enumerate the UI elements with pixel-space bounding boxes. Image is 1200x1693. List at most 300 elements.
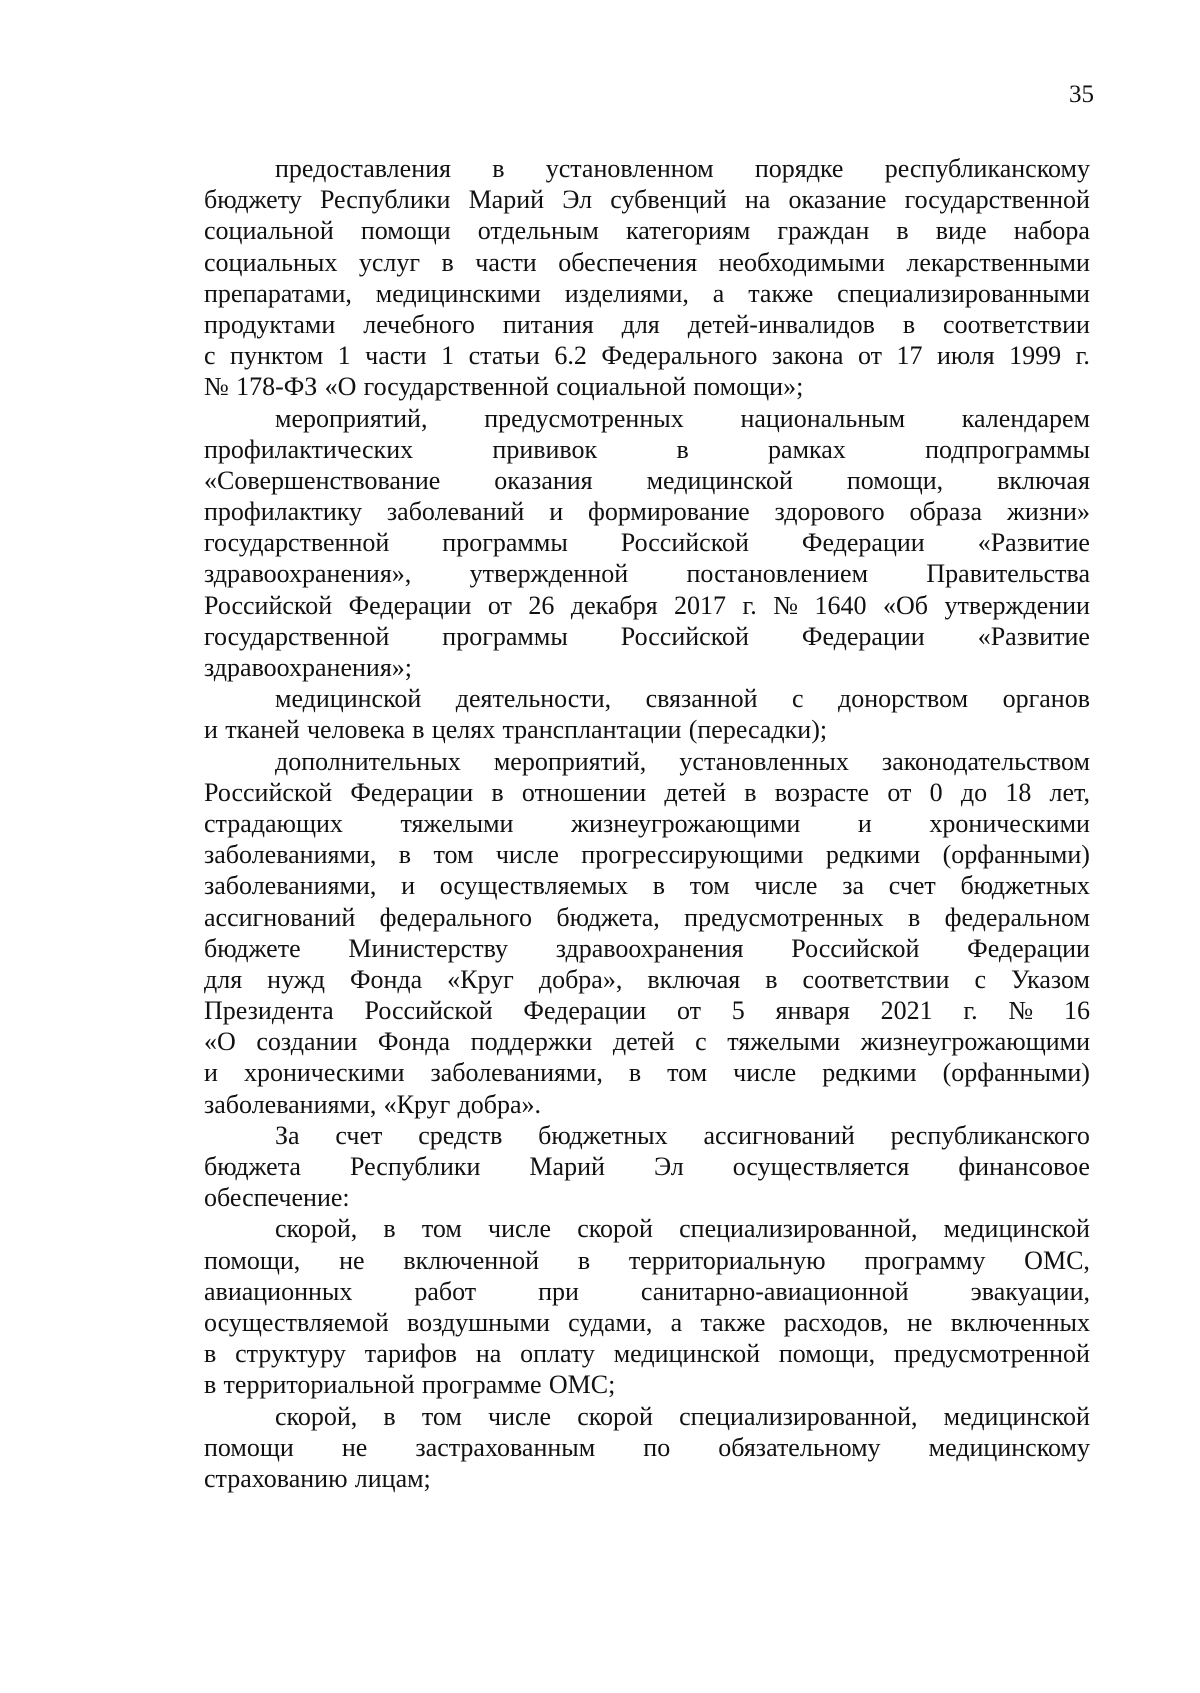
word: том — [433, 840, 474, 870]
word: помощи — [360, 216, 451, 246]
word: календарем — [961, 403, 1090, 433]
word: воздушными — [407, 1307, 550, 1337]
word: числе — [733, 1058, 797, 1088]
word: прогрессирующими — [581, 840, 804, 870]
word: дополнительных — [275, 746, 461, 776]
word: осуществляется — [732, 1152, 910, 1181]
word: утверждении — [944, 590, 1090, 620]
word: на — [744, 185, 771, 215]
word: оплату — [520, 1339, 595, 1369]
word: препаратами, — [204, 278, 352, 308]
page-number: 35 — [1069, 81, 1094, 108]
word: в — [204, 1370, 217, 1400]
word: набора — [1013, 216, 1090, 246]
word: территориальной — [223, 1370, 415, 1400]
word: установленных — [679, 746, 849, 776]
text-line — [204, 777, 1090, 808]
word: том — [421, 1401, 462, 1431]
word: профилактику — [204, 497, 363, 527]
word: здравоохранения», — [204, 559, 412, 589]
word: Марий — [529, 1152, 605, 1181]
word: не — [907, 1307, 933, 1337]
paragraph — [204, 746, 1090, 1120]
word: лекарственными — [906, 247, 1090, 277]
text-line — [204, 683, 1090, 714]
word: Правительства — [926, 559, 1090, 589]
word: числе — [488, 1401, 552, 1431]
word: включая — [647, 964, 741, 994]
word: республиканскому — [884, 154, 1090, 183]
word: (орфанными) — [942, 1058, 1090, 1088]
word: помощи — [204, 1432, 294, 1462]
word: заболеваниями, — [204, 871, 377, 901]
word: судами, — [568, 1307, 653, 1337]
word: в — [676, 434, 689, 464]
word: в — [908, 902, 921, 932]
text-line — [204, 714, 1090, 745]
word: г. — [963, 996, 978, 1026]
word: 1999 — [1009, 341, 1062, 371]
word: целях — [431, 715, 496, 745]
word: специализированной, — [679, 1214, 918, 1244]
text-line — [204, 1432, 1090, 1463]
word: субвенций — [610, 185, 727, 215]
word: от — [487, 590, 512, 620]
word: деятельности, — [455, 684, 612, 714]
text-line — [204, 1369, 1090, 1400]
word: с — [695, 1027, 707, 1057]
word: обеспечения — [558, 247, 698, 277]
word: 17 — [896, 341, 923, 371]
paragraph — [204, 1120, 1090, 1214]
word: скорой, — [275, 1214, 358, 1244]
text-line — [204, 964, 1090, 995]
word: заболеваниями, — [204, 1089, 377, 1119]
word: детей — [612, 1027, 675, 1057]
word: для — [204, 964, 243, 994]
word: тяжелыми — [727, 1027, 841, 1057]
word: Российской — [204, 777, 333, 807]
word: страдающих — [204, 808, 343, 838]
word: 178-ФЗ — [236, 372, 318, 402]
word: социальной — [556, 372, 686, 402]
word: специализированными — [837, 278, 1090, 308]
word: государственной — [204, 528, 390, 558]
word: (пересадки); — [688, 715, 828, 745]
text-line — [204, 902, 1090, 933]
word: 1 — [337, 341, 351, 371]
word: программу — [864, 1245, 986, 1275]
word: № — [1008, 996, 1034, 1026]
word: в — [902, 309, 916, 339]
word: числе — [495, 840, 559, 870]
word: «О — [204, 1027, 236, 1057]
word: ассигнований — [204, 902, 356, 932]
word: Фонда — [377, 1027, 451, 1057]
text-line — [204, 995, 1090, 1026]
word: Фонда — [349, 964, 423, 994]
text-line — [204, 247, 1090, 278]
word: санитарно-авиационной — [640, 1276, 909, 1306]
text-line — [204, 590, 1090, 621]
word: образа — [909, 497, 983, 527]
text-line — [204, 1213, 1090, 1244]
word: формирование — [587, 497, 750, 527]
word: не — [339, 1245, 365, 1275]
word: января — [775, 996, 850, 1026]
word: заболеваний — [386, 497, 525, 527]
word: включенных — [950, 1307, 1090, 1337]
word: жизнеугрожающими — [860, 1027, 1090, 1057]
text-line — [204, 558, 1090, 589]
word: жизнеугрожающими — [571, 808, 801, 838]
word: бюджетных — [960, 871, 1090, 901]
paragraph — [204, 1401, 1090, 1495]
text-line — [204, 1026, 1090, 1057]
word: 2021 — [880, 996, 933, 1026]
word: авиационных — [204, 1276, 353, 1306]
word: страхованию — [204, 1463, 348, 1493]
word: числе — [488, 1214, 552, 1244]
word: части — [475, 247, 537, 277]
word: № — [773, 590, 799, 620]
text-line — [204, 1463, 1090, 1494]
word: трансплантации — [502, 715, 682, 745]
word: в — [441, 247, 454, 277]
text-line — [204, 153, 1090, 184]
word: заболеваниями, — [204, 840, 377, 870]
word: прививок — [492, 434, 598, 464]
word: в — [765, 964, 778, 994]
word: Указом — [1011, 964, 1090, 994]
word: с — [204, 341, 216, 371]
word: застрахованным — [415, 1432, 596, 1462]
word: статьи — [468, 341, 540, 371]
word: медицинской — [275, 684, 422, 714]
text-line — [204, 746, 1090, 777]
word: создании — [256, 1027, 358, 1057]
word: жизни» — [1006, 497, 1090, 527]
text-line — [204, 870, 1090, 901]
word: счет — [335, 1120, 383, 1150]
word: Федерации — [967, 933, 1090, 963]
word: детей-инвалидов — [687, 309, 875, 339]
word: числе — [754, 871, 818, 901]
word: за — [842, 871, 864, 901]
word: органов — [1002, 684, 1090, 714]
text-line — [204, 1120, 1090, 1151]
word: лечебного — [363, 309, 475, 339]
word: расходов, — [783, 1307, 889, 1337]
text-line — [204, 371, 1090, 402]
word: ассигнований — [703, 1120, 855, 1150]
word: Федерации — [801, 528, 925, 558]
word: утвержденной — [469, 559, 629, 589]
word: а — [670, 1307, 683, 1337]
word: и — [401, 871, 415, 901]
word: части — [365, 341, 427, 371]
paragraph — [204, 153, 1090, 403]
word: помощи, — [778, 1339, 876, 1369]
word: лицам; — [354, 1463, 431, 1493]
word: Республики — [319, 185, 451, 215]
word: в — [577, 1245, 591, 1275]
text-line — [204, 434, 1090, 465]
word: человека — [306, 715, 406, 745]
word: и — [857, 808, 872, 838]
word: категориям — [625, 216, 751, 246]
word: тканей — [225, 715, 300, 745]
word: до — [960, 777, 988, 807]
word: Министерству — [348, 933, 508, 963]
text-line — [204, 1245, 1090, 1276]
text-line — [204, 808, 1090, 839]
word: детей — [664, 777, 726, 807]
word: медицинской — [943, 1214, 1090, 1244]
word: территориальную — [628, 1245, 826, 1275]
word: от — [676, 996, 701, 1026]
word: обязательному — [718, 1432, 881, 1462]
text-line — [204, 309, 1090, 340]
word: профилактических — [204, 434, 414, 464]
word: том — [421, 1214, 462, 1244]
word: питания — [502, 309, 594, 339]
word: осуществляемых — [439, 871, 628, 901]
text-line — [204, 465, 1090, 496]
text-line — [204, 933, 1090, 964]
word: Федерации — [801, 621, 925, 651]
text-line — [204, 496, 1090, 527]
text-line — [204, 839, 1090, 870]
word: редкими — [822, 1058, 917, 1088]
word: национальным — [740, 403, 906, 433]
word: в — [628, 1058, 642, 1088]
word: для — [621, 309, 660, 339]
word: декабря — [570, 590, 658, 620]
word: с — [974, 964, 986, 994]
word: отдельным — [477, 216, 599, 246]
word: лет, — [1049, 777, 1090, 807]
paragraph — [204, 683, 1090, 745]
word: скорой — [577, 1401, 653, 1431]
word: том — [689, 871, 730, 901]
word: также — [700, 1307, 766, 1337]
text-line — [204, 1182, 1090, 1213]
word: связанной — [645, 684, 758, 714]
word: социальных — [204, 247, 338, 277]
word: в — [383, 1401, 396, 1431]
word: финансовое — [958, 1152, 1090, 1181]
text-line — [204, 278, 1090, 309]
word: в — [896, 216, 909, 246]
word: поддержки — [470, 1027, 593, 1057]
word: а — [712, 278, 725, 308]
word: медицинской — [613, 1339, 761, 1369]
word: постановлением — [686, 559, 869, 589]
word: в — [204, 1339, 217, 1369]
word: на — [475, 1339, 502, 1369]
word: по — [643, 1432, 671, 1462]
word: 2017 — [674, 590, 727, 620]
word: г. — [1075, 341, 1090, 371]
word: рамках — [768, 434, 846, 464]
word: Российской — [364, 996, 493, 1026]
word: государственной — [363, 372, 549, 402]
word: порядке — [754, 154, 844, 183]
word: программе — [422, 1370, 542, 1400]
word: помощи»; — [693, 372, 804, 402]
word: средств — [418, 1120, 503, 1150]
word: 16 — [1063, 996, 1090, 1026]
word: пунктом — [230, 341, 324, 371]
word: редкими — [825, 840, 921, 870]
word: виде — [935, 216, 987, 246]
text-line — [204, 1057, 1090, 1088]
word: государственной — [904, 185, 1090, 215]
word: от — [887, 777, 912, 807]
word: медицинской — [943, 1401, 1090, 1431]
word: установленном — [545, 154, 714, 183]
word: бюджета, — [556, 902, 660, 932]
word: «Круг — [447, 964, 514, 994]
word: в — [383, 1214, 396, 1244]
word: добра». — [457, 1089, 542, 1119]
word: медицинскому — [928, 1432, 1090, 1462]
word: Федерации — [523, 996, 647, 1026]
word: тарифов — [364, 1339, 458, 1369]
word: государственной — [204, 621, 390, 651]
word: в — [398, 840, 412, 870]
word: счет — [888, 871, 936, 901]
word: 18 — [1005, 777, 1032, 807]
word: соответствии — [802, 964, 950, 994]
word: включенной — [403, 1245, 540, 1275]
word: медицинскими — [375, 278, 541, 308]
word: продуктами — [204, 309, 336, 339]
word: и — [549, 497, 564, 527]
word: Эл — [562, 185, 593, 215]
word: оказания — [494, 465, 593, 495]
word: эвакуации, — [970, 1276, 1090, 1306]
text-line — [204, 652, 1090, 683]
document-body — [204, 153, 1090, 1494]
word: Президента — [204, 996, 334, 1026]
word: необходимыми — [718, 247, 885, 277]
word: федерального — [379, 902, 533, 932]
word: отношении — [521, 777, 647, 807]
word: медицинской — [646, 465, 793, 495]
word: 1640 — [814, 590, 867, 620]
word: 26 — [528, 590, 555, 620]
text-line — [204, 1338, 1090, 1369]
word: федеральном — [944, 902, 1090, 932]
word: работ — [414, 1276, 477, 1306]
word: (орфанными) — [942, 840, 1090, 870]
word: «Развитие — [977, 528, 1090, 558]
word: оказание — [788, 185, 887, 215]
text-line — [204, 621, 1090, 652]
word: предусмотренной — [893, 1339, 1090, 1369]
word: Федерации — [348, 590, 472, 620]
word: и — [204, 715, 218, 745]
word: в — [412, 715, 425, 745]
word: в — [744, 777, 757, 807]
word: помощи, — [204, 1245, 301, 1275]
word: мероприятий, — [275, 403, 428, 433]
word: г. — [742, 590, 757, 620]
word: ОМС, — [1024, 1245, 1090, 1275]
text-line — [204, 527, 1090, 558]
word: и — [204, 1058, 218, 1088]
word: Российской — [204, 590, 333, 620]
word: подпрограммы — [925, 434, 1090, 464]
word: бюджете — [204, 933, 301, 963]
word: том — [667, 1058, 708, 1088]
word: здравоохранения»; — [204, 653, 413, 682]
word: от — [857, 341, 882, 371]
word: предусмотренных — [484, 403, 684, 433]
word: республиканского — [890, 1120, 1090, 1150]
word: возрасте — [774, 777, 870, 807]
text-line — [204, 215, 1090, 246]
paragraph — [204, 403, 1090, 684]
text-line — [204, 340, 1090, 371]
text-line — [204, 1276, 1090, 1307]
text-line — [204, 1401, 1090, 1432]
word: бюджета — [204, 1152, 301, 1181]
word: программы — [442, 528, 568, 558]
word: За — [275, 1120, 300, 1150]
word: скорой, — [275, 1401, 358, 1431]
word: «Круг — [383, 1089, 451, 1119]
word: «Об — [882, 590, 928, 620]
word: здравоохранения — [555, 933, 744, 963]
word: помощи, — [846, 465, 944, 495]
word: в — [652, 871, 665, 901]
word: Республики — [349, 1152, 481, 1181]
word: Российской — [791, 933, 920, 963]
word: здорового — [774, 497, 885, 527]
word: Российской — [620, 528, 749, 558]
word: с — [792, 684, 804, 714]
word: Эл — [653, 1152, 684, 1181]
word: ОМС; — [548, 1370, 616, 1400]
word: Федерации — [350, 777, 474, 807]
word: не — [341, 1432, 368, 1462]
word: бюджету — [204, 185, 302, 215]
word: заболеваниями, — [430, 1058, 603, 1088]
word: закона — [771, 341, 844, 371]
word: также — [748, 278, 814, 308]
word: № — [204, 372, 229, 402]
word: добра», — [538, 964, 623, 994]
word: июля — [936, 341, 995, 371]
word: в — [492, 154, 505, 183]
paragraph — [204, 1213, 1090, 1400]
word: осуществляемой — [204, 1307, 389, 1337]
word: 6.2 — [554, 341, 587, 371]
word: предусмотренных — [684, 902, 884, 932]
word: 0 — [929, 777, 943, 807]
text-line — [204, 1307, 1090, 1338]
word: Российской — [620, 621, 749, 651]
word: программы — [442, 621, 568, 651]
word: структуру — [235, 1339, 346, 1369]
word: мероприятий, — [493, 746, 647, 776]
text-line — [204, 1151, 1090, 1182]
word: услуг — [358, 247, 421, 277]
word: хроническими — [929, 808, 1090, 838]
